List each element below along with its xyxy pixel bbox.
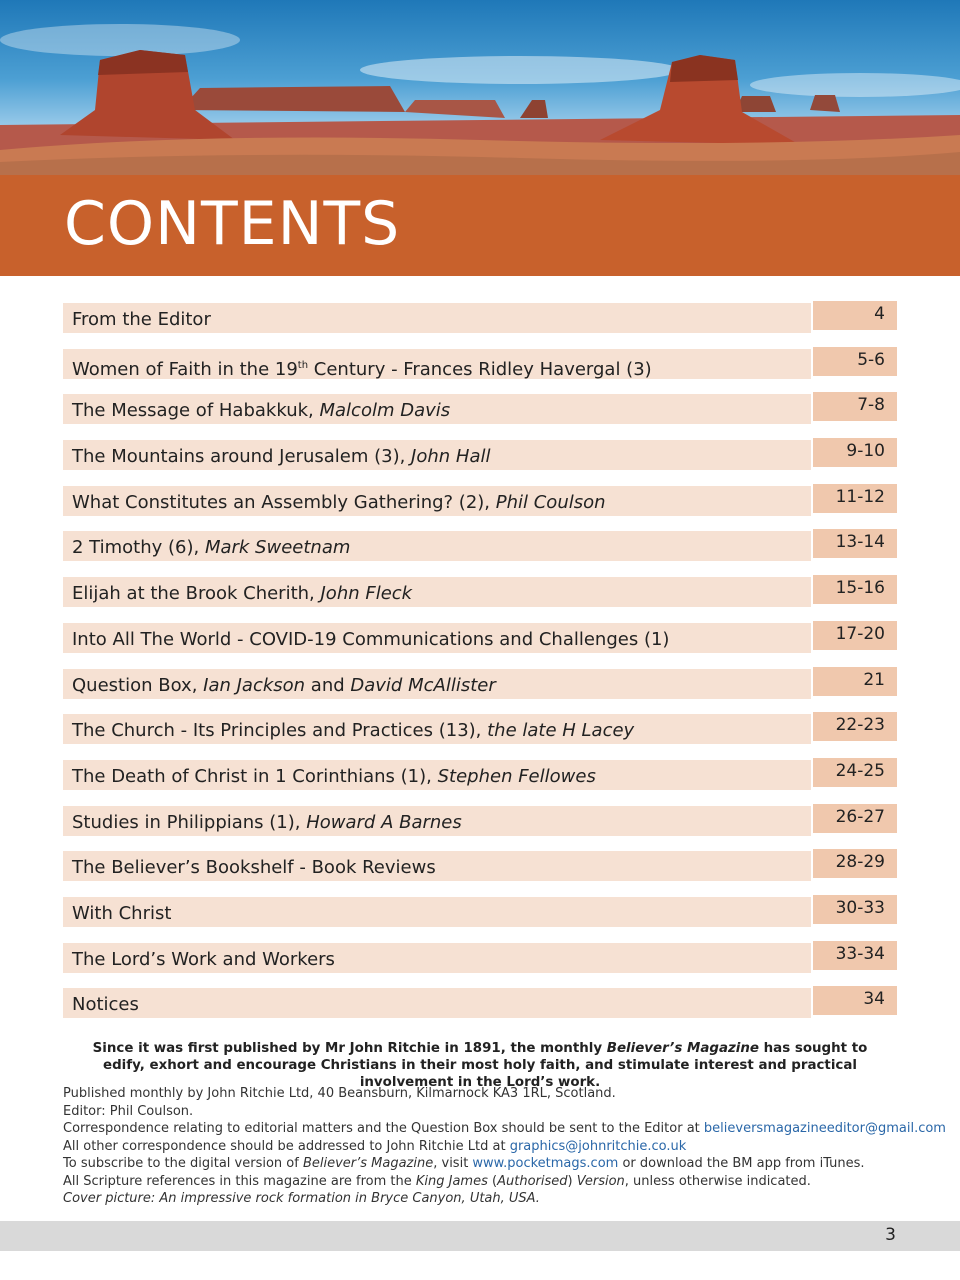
toc-author: Howard A Barnes xyxy=(306,811,462,833)
toc-title: 2 Timothy (6), Mark Sweetnam xyxy=(63,531,811,561)
toc-pages: 13-14 xyxy=(813,529,897,558)
cover-caption: Cover picture: An impressive rock formation in Bryce Canyon, Utah, USA. xyxy=(63,1191,540,1206)
toc-author: David McAllister xyxy=(350,674,496,696)
toc-row[interactable] xyxy=(63,621,897,653)
toc-author: Stephen Fellowes xyxy=(437,765,596,787)
toc-pages: 17-20 xyxy=(813,621,897,650)
toc-author: Mark Sweetnam xyxy=(204,537,351,559)
page-title: CONTENTS xyxy=(64,189,401,259)
toc-pages: 33-34 xyxy=(813,941,897,970)
toc-row[interactable] xyxy=(63,575,897,607)
toc-title: From the Editor xyxy=(63,303,811,333)
editor-line: Editor: Phil Coulson. xyxy=(63,1103,194,1119)
toc-pages: 22-23 xyxy=(813,712,897,741)
page-number: 3 xyxy=(885,1225,896,1245)
toc-author: the late H Lacey xyxy=(487,720,635,742)
toc-row[interactable] xyxy=(63,347,897,379)
other-correspondence-line: All other correspondence should be addressed to John Ritchie Ltd at graphics@johnritchie.co.uk xyxy=(63,1138,687,1154)
desert-landscape-illustration xyxy=(0,0,960,175)
toc-title: The Lord’s Work and Workers xyxy=(63,943,811,973)
toc-pages: 15-16 xyxy=(813,575,897,604)
toc-pages: 7-8 xyxy=(813,392,897,421)
toc-title: The Believer’s Bookshelf - Book Reviews xyxy=(63,851,811,881)
toc-author: Malcolm Davis xyxy=(319,400,451,422)
contents-banner xyxy=(0,175,960,276)
toc-row[interactable] xyxy=(63,941,897,973)
subscribe-line: To subscribe to the digital version of Believer’s Magazine, visit www.pocketmags.com or download the BM app from iTunes. xyxy=(63,1156,865,1171)
toc-row[interactable] xyxy=(63,438,897,470)
toc-row[interactable] xyxy=(63,712,897,744)
toc-pages: 24-25 xyxy=(813,758,897,787)
pocketmags-link[interactable]: www.pocketmags.com xyxy=(472,1156,619,1171)
toc-title: Studies in Philippians (1), Howard A Barnes xyxy=(63,806,811,836)
toc-title: Question Box, Ian Jackson and David McAllister xyxy=(63,669,811,699)
toc-row[interactable] xyxy=(63,986,897,1018)
toc-title: The Mountains around Jerusalem (3), John Hall xyxy=(63,440,811,470)
toc-pages: 9-10 xyxy=(813,438,897,467)
toc-row[interactable] xyxy=(63,392,897,424)
scripture-line: All Scripture references in this magazine are from the King James (Authorised) Version, unless otherwise indicated. xyxy=(63,1173,811,1189)
toc-row[interactable] xyxy=(63,804,897,836)
toc-author: John Fleck xyxy=(320,583,413,605)
toc-row[interactable] xyxy=(63,895,897,927)
mission-statement: Since it was first published by Mr John Ritchie in 1891, the monthly Believer’s Magazine has sought to edify, exhort and encourage Christians in their most holy faith, and stimulate interest and practical involvement in the Lord’s work. xyxy=(92,1041,868,1090)
toc-title: Elijah at the Brook Cherith, John Fleck xyxy=(63,577,811,607)
publisher-line: Published monthly by John Ritchie Ltd, 40 Beansburn, Kilmarnock KA3 1RL, Scotland. xyxy=(63,1086,616,1101)
toc-pages: 30-33 xyxy=(813,895,897,924)
toc-pages: 26-27 xyxy=(813,804,897,833)
graphics-email-link[interactable]: graphics@johnritchie.co.uk xyxy=(509,1138,687,1154)
correspondence-line: Correspondence relating to editorial matters and the Question Box should be sent to the Editor at believersmagazineeditor@gmail.com xyxy=(63,1121,946,1136)
toc-row[interactable] xyxy=(63,529,897,561)
toc-row[interactable] xyxy=(63,301,897,333)
header-photo xyxy=(0,0,960,175)
toc-pages: 11-12 xyxy=(813,484,897,513)
toc-title: Into All The World - COVID-19 Communications and Challenges (1) xyxy=(63,623,811,653)
toc-title: With Christ xyxy=(63,897,811,927)
toc-row[interactable] xyxy=(63,484,897,516)
toc-title: The Message of Habakkuk, Malcolm Davis xyxy=(63,394,811,424)
toc-title: The Church - Its Principles and Practices (13), the late H Lacey xyxy=(63,714,811,744)
table-of-contents xyxy=(63,301,897,1032)
page-footer xyxy=(0,1221,960,1251)
toc-title: The Death of Christ in 1 Corinthians (1), Stephen Fellowes xyxy=(63,760,811,790)
toc-pages: 21 xyxy=(813,667,897,696)
toc-author: John Hall xyxy=(411,446,491,468)
toc-row[interactable] xyxy=(63,849,897,881)
toc-row[interactable] xyxy=(63,667,897,699)
editor-email-link[interactable]: believersmagazineeditor@gmail.com xyxy=(703,1121,946,1136)
toc-row[interactable] xyxy=(63,758,897,790)
publication-info xyxy=(63,1085,946,1208)
toc-pages: 4 xyxy=(813,301,897,330)
toc-pages: 28-29 xyxy=(813,849,897,878)
toc-author: Phil Coulson xyxy=(495,491,606,513)
toc-author: Ian Jackson xyxy=(203,674,306,696)
toc-pages: 34 xyxy=(813,986,897,1015)
toc-title: Women of Faith in the 19th Century - Frances Ridley Havergal (3) xyxy=(63,349,811,379)
toc-title: What Constitutes an Assembly Gathering? (2), Phil Coulson xyxy=(63,486,811,516)
toc-title: Notices xyxy=(63,988,811,1018)
toc-pages: 5-6 xyxy=(813,347,897,376)
